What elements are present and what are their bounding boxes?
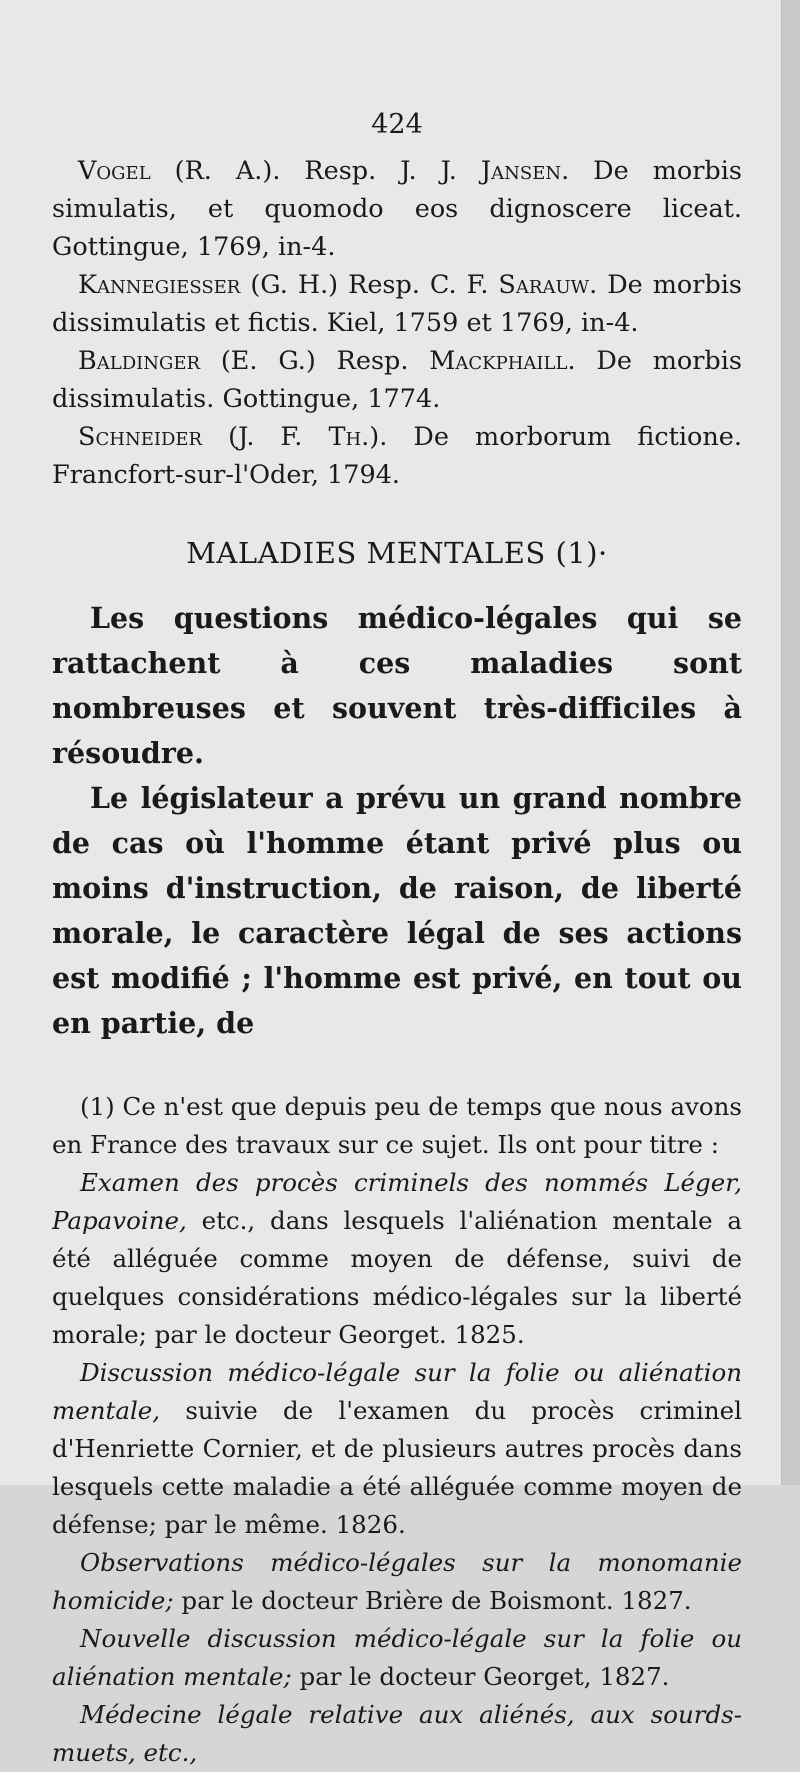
entry-respondent: J. J. Jansen <box>400 156 562 186</box>
bibliography-entry <box>52 152 742 266</box>
footnote-text: par le docteur Georget, 1827. <box>291 1662 670 1691</box>
entry-resp-label: . Resp. <box>272 156 377 186</box>
bibliography-entry <box>52 266 742 342</box>
footnote-text: etc., dans lesquels l'aliénation mentale a été alléguée comme moyen de défense, suivi de quelques considérations médico-légales sur la liberté morale; par le docteur Georget. 1825. <box>52 1206 742 1349</box>
footnote-title: Observations médico-légales sur la monomanie homicide; <box>52 1548 742 1615</box>
entry-details: . De morbis simulatis, et quomodo eos dignoscere liceat. Gottingue, 1769, in-4. <box>52 156 742 262</box>
page-number: 424 <box>371 109 423 140</box>
entry-respondent: C. F. Sarauw <box>429 270 590 300</box>
section-title: MALADIES MENTALES (1)· <box>186 536 608 570</box>
entry-author: Vogel (R. A.) <box>78 156 273 186</box>
footnote-title: Nouvelle discussion médico-légale sur la folie ou aliénation mentale; <box>52 1624 742 1691</box>
footnote <box>52 1620 742 1696</box>
footnotes <box>52 1088 742 1772</box>
footnote-title: Examen des procès criminels des nommés Léger, Papavoine, <box>52 1168 742 1235</box>
footnote <box>52 1354 742 1544</box>
entry-resp-label: Resp. <box>315 346 409 376</box>
entry-resp-label: Resp. <box>338 270 420 300</box>
bibliography-list <box>52 152 742 494</box>
entry-author: Schneider (J. F. Th.) <box>78 422 380 452</box>
footnote <box>52 1164 742 1354</box>
body-text <box>52 596 742 1046</box>
footnote <box>52 1696 742 1772</box>
footnote-title: Médecine légale relative aux aliénés, aux sourds-muets, etc., <box>52 1700 742 1767</box>
entry-author: Baldinger (E. G.) <box>78 346 316 376</box>
bibliography-entry <box>52 418 742 494</box>
footnote <box>52 1088 742 1164</box>
page-edge <box>781 0 800 1485</box>
footnote-title: Discussion médico-légale sur la folie ou aliénation mentale, <box>52 1358 742 1425</box>
footnote <box>52 1544 742 1620</box>
body-paragraph: Les questions médico-légales qui se rattachent à ces maladies sont nombreuses et souvent très-difficiles à résoudre. <box>52 601 742 770</box>
entry-author: Kannegiesser (G. H.) <box>78 270 339 300</box>
entry-details: Francfort-sur-l'Oder, 1794. <box>52 460 401 490</box>
footnote-text: par le docteur Brière de Boismont. 1827. <box>173 1586 692 1615</box>
bibliography-entry <box>52 342 742 418</box>
entry-details: . De morbis dissimulatis et fictis. Kiel, 1759 et 1769, in-4. <box>52 270 743 338</box>
entry-respondent: Mackphaill <box>429 346 568 376</box>
body-paragraph: Le législateur a prévu un grand nombre de cas où l'homme étant privé plus ou moins d'instruction, de raison, de liberté morale, le caractère légal de ses actions est modifié ; l'homme est privé, en tout ou en partie, de <box>52 781 742 1040</box>
footnote-text: suivie de l'examen du procès criminel d'Henriette Cornier, et de plusieurs autres procès dans lesquels cette maladie a été alléguée comme moyen de défense; par le même. 1826. <box>52 1396 742 1539</box>
entry-details: . De morbis dissimulatis. Gottingue, 1774. <box>52 346 742 414</box>
entry-resp-label: . De morborum fictione. <box>379 422 742 452</box>
footnote-text: (1) Ce n'est que depuis peu de temps que nous avons en France des travaux sur ce sujet. Ils ont pour titre : <box>52 1092 742 1159</box>
